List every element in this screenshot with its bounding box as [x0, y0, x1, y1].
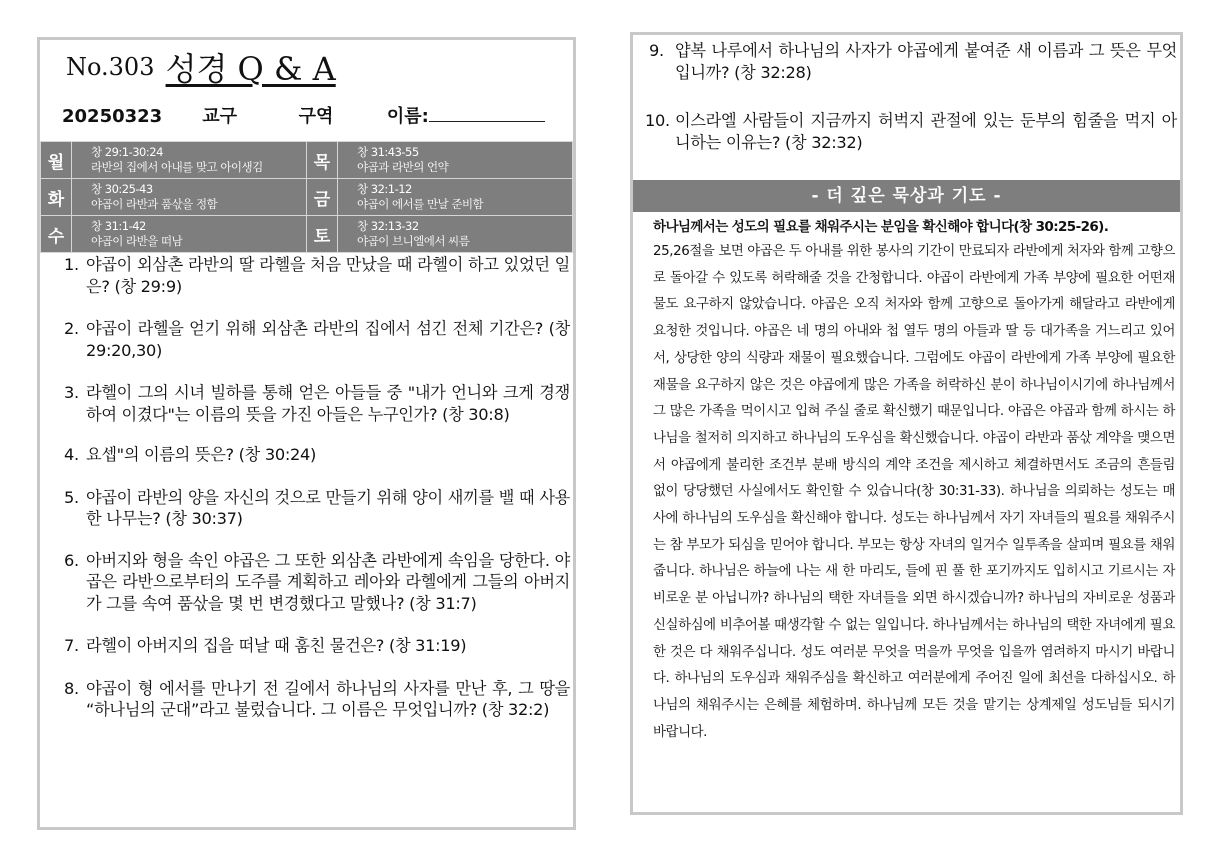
schedule-desc: 야곱과 라반의 언약: [357, 160, 449, 174]
question-text: 요셉"의 이름의 뜻은? (창 30:24): [86, 445, 317, 464]
question-item: [649, 40, 1177, 83]
title-row: [66, 44, 336, 92]
schedule-row: [41, 179, 573, 216]
question-number: 2.: [64, 319, 79, 338]
schedule-ref: 창 32:1-12: [357, 182, 412, 196]
question-text: 야곱이 외삼촌 라반의 딸 라헬을 처음 만났을 때 라헬이 하고 있었던 일은? (창 29:9): [86, 255, 570, 296]
question-number: 7.: [64, 636, 79, 655]
schedule-row: [41, 142, 573, 179]
schedule-cell: [72, 142, 307, 179]
schedule-desc: 야곱이 에서를 만날 준비함: [357, 197, 484, 211]
question-text: 야곱이 형 에서를 만나기 전 길에서 하나님의 사자를 만난 후, 그 땅을 “하나님의 군대”라고 불렀습니다. 그 이름은 무엇입니까? (창 32:2): [86, 678, 570, 719]
question-number: 4.: [64, 445, 79, 464]
left-panel: [37, 37, 576, 830]
reading-schedule-table: [40, 141, 573, 253]
question-number: 10.: [645, 111, 670, 130]
question-text: 라헬이 그의 시녀 빌하를 통해 얻은 아들들 중 "내가 언니와 크게 경쟁하여 이겼다"는 이름의 뜻을 가진 아들은 누구인가? (창 30:8): [86, 383, 570, 424]
meditation-header-bar: - 더 깊은 묵상과 기도 -: [633, 180, 1180, 212]
question-text: 이스라엘 사람들이 지금까지 허벅지 관절에 있는 둔부의 힘줄을 먹지 아니하는 이유는? (창 32:32): [675, 111, 1177, 152]
question-number: 3.: [64, 383, 79, 402]
question-item: [64, 444, 570, 466]
church-label: 교구: [202, 106, 238, 127]
question-number: 5.: [64, 487, 79, 507]
schedule-ref: 창 30:25-43: [91, 182, 153, 196]
name-underline: [429, 105, 545, 122]
question-item: [64, 382, 570, 425]
schedule-cell: [338, 142, 573, 179]
question-number: 1.: [64, 255, 79, 274]
question-item: [64, 635, 570, 657]
schedule-day: 월: [41, 142, 72, 179]
question-item: [64, 254, 570, 297]
question-list-continued: [645, 40, 1177, 153]
schedule-desc: 라반의 집에서 아내를 맞고 아이생김: [91, 160, 263, 174]
schedule-day: 목: [307, 142, 338, 179]
schedule-ref: 창 29:1-30:24: [91, 145, 163, 159]
schedule-day: 수: [41, 216, 72, 253]
schedule-ref: 창 32:13-32: [357, 219, 419, 233]
info-row: [62, 102, 545, 128]
question-text: 라헬이 아버지의 집을 떠날 때 훔친 물건은? (창 31:19): [86, 636, 467, 655]
question-item: [645, 110, 1177, 153]
schedule-desc: 야곱이 브니엘에서 씨름: [357, 234, 470, 248]
schedule-row: [41, 216, 573, 253]
question-number: 8.: [64, 678, 79, 698]
question-text: 얍복 나루에서 하나님의 사자가 야곱에게 붙여준 새 이름과 그 뜻은 무엇입니까? (창 32:28): [675, 41, 1177, 82]
question-text: 아버지와 형을 속인 야곱은 그 또한 외삼촌 라반에게 속임을 당한다. 야곱은 라반으로부터의 도주를 계획하고 레아와 라헬에게 그들의 아버지가 그를 속여 품삯을 몇 번 변경했다고 말했나? (창 31:7): [86, 550, 570, 613]
question-text: 야곱이 라헬을 얻기 위해 외삼촌 라반의 집에서 섬긴 전체 기간은? (창 29:20,30): [86, 319, 570, 360]
meditation-body: 25,26절을 보면 야곱은 두 아내를 위한 봉사의 기간이 만료되자 라반에게 처자와 함께 고향으로 돌아갈 수 있도록 허락해줄 것을 간청합니다. 야곱이 라반에게 가족 부양에 필요한 어떤재물도 요구하지 않았습니다. 야곱은 오직 처자와 함께 고향으로 돌아가게 해달라고 라반에게 요청한 것입니다. 야곱은 네 명의 아내와 첩 열두 명의 아들과 딸 등 대가족을 거느리고 있어서, 상당한 양의 식량과 재물이 필요했습니다. 그럼에도 야곱이 라반에게 가족 부양에 필요한 재물을 요구하지 않은 것은 야곱에게 많은 가족을 허락하신 분이 하나님이시기에 하나님께서 그 많은 가족을 먹이시고 입혀 주실 줄로 확신했기 때문입니다. 야곱은 야곱과 함께 하시는 하나님을 철저히 의지하고 하나님의 도우심을 확신했습니다. 야곱이 라반과 품삯 계약을 맺으면서 야곱에게 불리한 조건부 분배 방식의 계약 조건을 제시하고 체결하면서도 조금의 흔들림 없이 당당했던 사실에서도 확인할 수 있습니다(창 30:31-33). 하나님을 의뢰하는 성도는 매사에 하나님의 도우심을 확신해야 합니다. 성도는 하나님께서 자기 자녀들의 필요를 채워주시는 참 부모가 되심을 믿어야 합니다. 부모는 항상 자녀의 일거수 일투족을 살피며 필요를 채워줍니다. 하나님은 하늘에 나는 새 한 마리도, 들에 핀 풀 한 포기까지도 입히시고 기르시는 자비로운 분 아닙니까? 하나님의 택한 자녀들을 외면 하시겠습니까? 하나님의 자비로운 성품과 신실하심에 비추어볼 때생각할 수 없는 일입니다. 하나님께서는 하나님의 택한 자녀에게 필요한 것은 다 채워주십니다. 성도 여러분 무엇을 먹을까 무엇을 입을까 염려하지 마시기 바랍니다. 하나님의 도우심과 채워주심을 확신하고 여러분에게 주어진 일에 최선을 다하십시오. 하나님의 채워주시는 은혜를 체험하며. 하나님께 모든 것을 맡기는 상계제일 성도님들 되시기 바랍니다.: [653, 244, 1175, 740]
schedule-cell: [338, 179, 573, 216]
question-text: 야곱이 라반의 양을 자신의 것으로 만들기 위해 양이 새끼를 밸 때 사용한 나무는? (창 30:37): [86, 487, 570, 528]
schedule-cell: [72, 179, 307, 216]
question-number: 6.: [64, 550, 79, 570]
page-title: 성경 Q & A: [165, 50, 336, 88]
name-label: 이름:: [386, 106, 429, 127]
schedule-desc: 야곱이 라반을 떠남: [91, 234, 183, 248]
schedule-day: 화: [41, 179, 72, 216]
schedule-desc: 야곱이 라반과 품삯을 정함: [91, 197, 218, 211]
question-item: [64, 678, 570, 721]
meditation-heading: 하나님께서는 성도의 필요를 채워주시는 분임을 확신해야 합니다(창 30:25-26).: [653, 219, 1109, 235]
schedule-day: 토: [307, 216, 338, 253]
question-item: [64, 487, 570, 530]
schedule-ref: 창 31:43-55: [357, 145, 419, 159]
schedule-cell: [72, 216, 307, 253]
right-panel: [630, 32, 1183, 815]
issue-number: No.303: [66, 53, 155, 81]
schedule-day: 금: [307, 179, 338, 216]
district-label: 구역: [298, 106, 334, 127]
date-label: 20250323: [62, 106, 163, 127]
schedule-cell: [338, 216, 573, 253]
schedule-ref: 창 31:1-42: [91, 219, 146, 233]
question-item: [64, 550, 570, 615]
question-item: [64, 318, 570, 361]
question-list: [64, 254, 570, 721]
question-number: 9.: [649, 41, 664, 60]
